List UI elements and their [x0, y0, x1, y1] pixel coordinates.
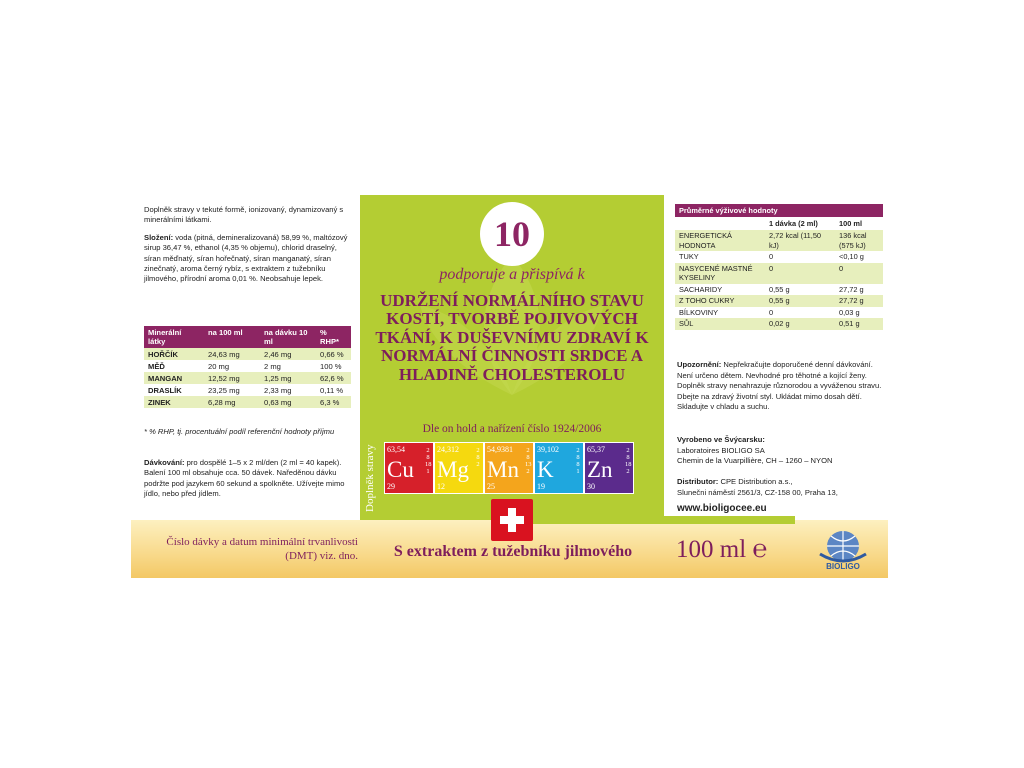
nutrient-name: SŮL	[675, 318, 765, 330]
manufacturer	[677, 435, 885, 467]
distributor	[677, 477, 885, 498]
nutrient-name: ENERGETICKÁ HODNOTA	[675, 230, 765, 251]
intro-text: Doplněk stravy v tekuté formě, ionizovaný, dynamizovaný s minerálními látkami.	[144, 205, 344, 225]
nutrition-table	[675, 204, 883, 330]
periodic-elements	[384, 442, 634, 494]
table-row	[144, 348, 351, 360]
mineral-name: MANGAN	[144, 372, 204, 384]
nutrition-subheader	[675, 217, 765, 230]
element-tile-mg	[434, 442, 484, 494]
nutrient-dose: 0,55 g	[769, 284, 790, 294]
nutrient-dose: 0,02 g	[765, 318, 835, 330]
mineral-dose: 2,46 mg	[260, 348, 316, 360]
mineral-rhp: 0,66 %	[316, 348, 351, 360]
warning	[677, 360, 882, 413]
regulation-text: Dle on hold a nařízení číslo 1924/2006	[422, 423, 602, 435]
nutrition-title-row	[675, 204, 883, 217]
nutrient-100ml: 136 kcal (575 kJ)	[835, 230, 883, 251]
element-tile-zn	[584, 442, 634, 494]
nutrient-100ml: <0,10 g	[839, 252, 864, 261]
nutrient-dose: 0	[765, 263, 835, 284]
bioligo-logo	[812, 524, 874, 574]
nutrition-subheader: 1 dávka (2 ml)	[765, 217, 835, 230]
element-number: 25	[487, 482, 495, 491]
element-symbol: Mg	[437, 457, 469, 482]
element-symbol: K	[537, 457, 554, 482]
table-row	[144, 396, 351, 408]
mineral-name: MĚĎ	[148, 361, 165, 371]
composition-text: voda (pitná, demineralizovaná) 58,99 %, maltózový sirup 36,47 %, ethanol (4,35 % objemu), chlorid draselný, síran měďnatý, síran hořečnatý, síran manganatý, síran zinečnatý, aroma černý rybíz, s extraktem z tužebníku jilmového, přírodní aroma 0,01 %. Neobsahuje lepek.	[144, 232, 348, 284]
nutrition-title: Průměrné výživové hodnoty	[675, 204, 883, 217]
nutrient-name: SACHARIDY	[679, 284, 723, 294]
product-number-badge: 10	[480, 202, 544, 266]
mineral-dose: 0,63 mg	[260, 396, 316, 408]
nutrient-name: TUKY	[679, 252, 699, 261]
mineral-name: ZINEK	[144, 396, 204, 408]
composition-label: Složení:	[144, 232, 174, 242]
mineral-rhp: 100 %	[320, 361, 342, 371]
mineral-name: HOŘČÍK	[144, 348, 204, 360]
table-row	[675, 307, 883, 319]
volume-text: 100 ml ℮	[676, 536, 768, 563]
nutrient-dose: 0	[769, 307, 774, 317]
manufacturer-label: Vyrobeno ve Švýcarsku:	[677, 435, 765, 444]
mineral-value: 23,25 mg	[208, 385, 240, 395]
element-number: 12	[437, 482, 445, 491]
element-shells: 2 8 2	[476, 447, 480, 468]
mineral-dose: 2,33 mg	[264, 385, 292, 395]
element-shells: 2 8 18 1	[425, 447, 432, 475]
manufacturer-name: Laboratoires BIOLIGO SA	[677, 445, 765, 455]
vertical-label: Doplněk stravy	[364, 444, 376, 512]
minerals-header: na 100 ml	[204, 326, 260, 348]
element-shells: 2 8 8 1	[576, 447, 580, 475]
element-tile-mn	[484, 442, 534, 494]
element-number: 29	[387, 482, 395, 491]
lot-text: Číslo dávky a datum minimální trvanlivosti (DMT) viz. dno.	[166, 536, 358, 562]
table-row	[675, 318, 883, 330]
element-mass: 39,102	[537, 445, 559, 454]
headline: UDRŽENÍ NORMÁLNÍHO STAVU KOSTÍ, TVORBĚ POJIVOVÝCH TKÁNÍ, K DUŠEVNÍMU ZDRAVÍ K NORMÁLNÍ ČINNOSTI SRDCE A HLADINĚ CHOLESTEROLU	[375, 291, 649, 384]
element-number: 30	[587, 482, 595, 491]
element-shells: 2 8 18 2	[625, 447, 632, 475]
mineral-name: DRASLÍK	[148, 385, 182, 395]
swiss-flag-icon	[491, 499, 533, 541]
nutrition-subheader: 100 ml	[835, 217, 883, 230]
table-row	[675, 251, 883, 263]
table-row	[144, 384, 351, 396]
minerals-header: na dávku 10 ml	[260, 326, 316, 348]
element-shells: 2 8 13 2	[525, 447, 532, 475]
mineral-value: 6,28 mg	[204, 396, 260, 408]
element-tile-cu	[384, 442, 434, 494]
bottom-green-tab	[491, 516, 795, 524]
element-symbol: Mn	[487, 457, 519, 482]
element-mass: 63,54	[387, 445, 405, 454]
warning-label: Upozornění:	[677, 360, 722, 369]
table-row	[144, 372, 351, 384]
website: www.bioligocee.eu	[677, 503, 767, 514]
minerals-header-row	[144, 326, 351, 348]
element-symbol: Zn	[587, 457, 613, 482]
logo-text: BIOLIGO	[826, 562, 860, 571]
dosage-label: Dávkování:	[144, 458, 185, 467]
mineral-dose: 2 mg	[264, 361, 281, 371]
supports-text: podporuje a přispívá k	[439, 266, 585, 283]
element-mass: 54,9381	[487, 445, 513, 454]
table-row	[144, 360, 351, 372]
element-symbol: Cu	[387, 457, 414, 482]
element-tile-k	[534, 442, 584, 494]
minerals-header: Minerální látky	[144, 326, 204, 348]
nutrient-100ml: 0,51 g	[835, 318, 883, 330]
nutrient-dose: 2,72 kcal (11,50 kJ)	[765, 230, 835, 251]
warning-text: Nepřekračujte doporučené denní dávkování. Není určeno dětem. Nevhodné pro těhotné a kojící ženy. Doplněk stravy nenahrazuje různorodou a vyváženou stravu. Dbejte na zdravý životní styl. Ukládat mimo dosah dětí. Skladujte v chladu a suchu.	[677, 360, 882, 412]
distributor-label: Distributor:	[677, 477, 719, 486]
dosage	[144, 458, 352, 500]
mineral-dose: 1,25 mg	[260, 372, 316, 384]
nutrient-name: Z TOHO CUKRY	[675, 295, 765, 307]
nutrient-100ml: 0	[835, 263, 883, 284]
mineral-value: 20 mg	[208, 361, 230, 371]
minerals-header: % RHP*	[316, 326, 351, 348]
table-row	[675, 263, 883, 284]
mineral-rhp: 62,6 %	[316, 372, 351, 384]
nutrient-name: BÍLKOVINY	[679, 307, 719, 317]
mineral-rhp: 0,11 %	[320, 385, 344, 395]
table-row	[675, 284, 883, 296]
table-row	[675, 230, 883, 251]
table-row	[675, 295, 883, 307]
minerals-table	[144, 326, 351, 408]
mineral-rhp: 6,3 %	[316, 396, 351, 408]
mineral-value: 12,52 mg	[204, 372, 260, 384]
nutrient-100ml: 27,72 g	[835, 295, 883, 307]
nutrient-dose: 0,55 g	[765, 295, 835, 307]
element-mass: 65,37	[587, 445, 605, 454]
mineral-value: 24,63 mg	[204, 348, 260, 360]
dosage-text: pro dospělé 1–5 x 2 ml/den (2 ml = 40 kapek). Balení 100 ml obsahuje cca. 50 dávek. Naředěnou dávku podržte pod jazykem 60 sekund a spolkněte. Užívejte mimo jídlo, nebo před jídlem.	[144, 458, 345, 499]
nutrient-100ml: 0,03 g	[839, 307, 860, 317]
nutrient-dose: 0	[769, 252, 774, 261]
distributor-address: Slunečni náměstí 2561/3, CZ-158 00, Praha 13,	[677, 487, 838, 497]
rhp-footnote: * % RHP, tj. procentuální podíl referenční hodnoty příjmu	[144, 427, 335, 436]
manufacturer-address: Chemin de la Vuarpillière, CH – 1260 – NYON	[677, 456, 833, 466]
nutrient-name: NASYCENÉ MASTNÉ KYSELINY	[675, 263, 765, 284]
nutrition-subheader-row	[675, 217, 883, 230]
element-number: 19	[537, 482, 545, 491]
composition	[144, 233, 349, 285]
nutrient-100ml: 27,72 g	[839, 284, 864, 294]
distributor-name: CPE Distribution a.s.,	[720, 477, 793, 486]
extract-text: S extraktem z tužebníku jilmového	[393, 543, 633, 560]
element-mass: 24,312	[437, 445, 459, 454]
